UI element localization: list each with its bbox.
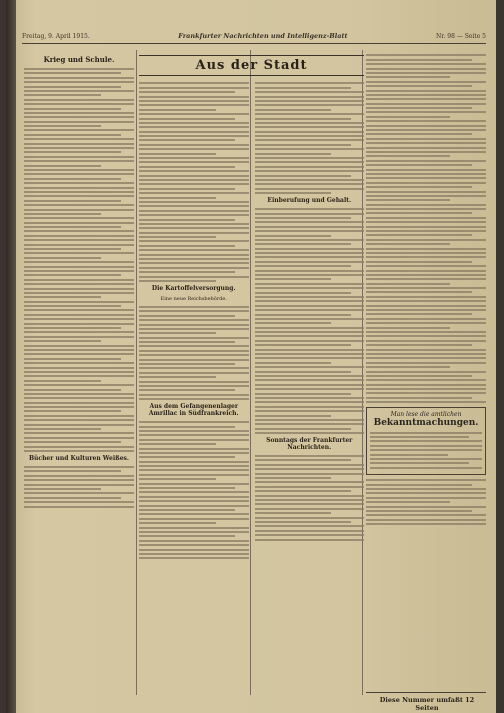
footer-rule xyxy=(366,692,486,693)
page-count-note: Diese Nummer umfaßt 12 Seiten xyxy=(379,696,475,712)
article-heading-einberufung: Einberufung und Gehalt. xyxy=(267,197,352,205)
article-body xyxy=(366,479,486,525)
page-header xyxy=(22,30,486,42)
header-masthead: Frankfurter Nachrichten und Intelligenz-Blatt xyxy=(178,32,348,40)
header-date: Freitag, 9. April 1915. xyxy=(22,32,90,40)
article-heading-krieg-und-schule: Krieg und Schule. xyxy=(43,55,115,64)
newspaper-page xyxy=(6,0,496,713)
article-heading-kartoffelversorgung: Die Kartoffelversorgung. xyxy=(151,284,236,292)
middle-column xyxy=(139,52,364,692)
article-heading-gefangenenlager: Aus dem Gefangenenlager Amrillac in Südfrankreich. xyxy=(148,403,239,418)
left-column xyxy=(24,52,134,692)
article-subheading-reichsbehoerde: Eine neue Reichsbehörde. xyxy=(160,295,227,302)
section-heading-aus-der-stadt: Aus der Stadt xyxy=(139,55,364,76)
book-binding xyxy=(6,0,16,713)
article-body xyxy=(366,54,486,403)
header-rule xyxy=(22,43,486,44)
article-body xyxy=(24,68,134,452)
right-column xyxy=(366,52,486,692)
announcement-intro: Man lese die amtlichen xyxy=(390,411,462,419)
article-heading-sonntags: Sonntags der Frankfurter Nachrichten. xyxy=(266,437,353,452)
article-heading-buecher: Bücher und Kulturen Weißes. xyxy=(28,454,129,462)
article-body xyxy=(24,466,134,508)
announcement-title: Bekanntmachungen. xyxy=(373,418,479,429)
middle-subcolumn-right xyxy=(255,80,365,562)
official-announcements-box xyxy=(366,407,486,475)
middle-subcolumn-left xyxy=(139,80,249,562)
column-divider xyxy=(136,50,137,695)
header-issue: Nr. 98 — Seite 5 xyxy=(435,32,486,40)
